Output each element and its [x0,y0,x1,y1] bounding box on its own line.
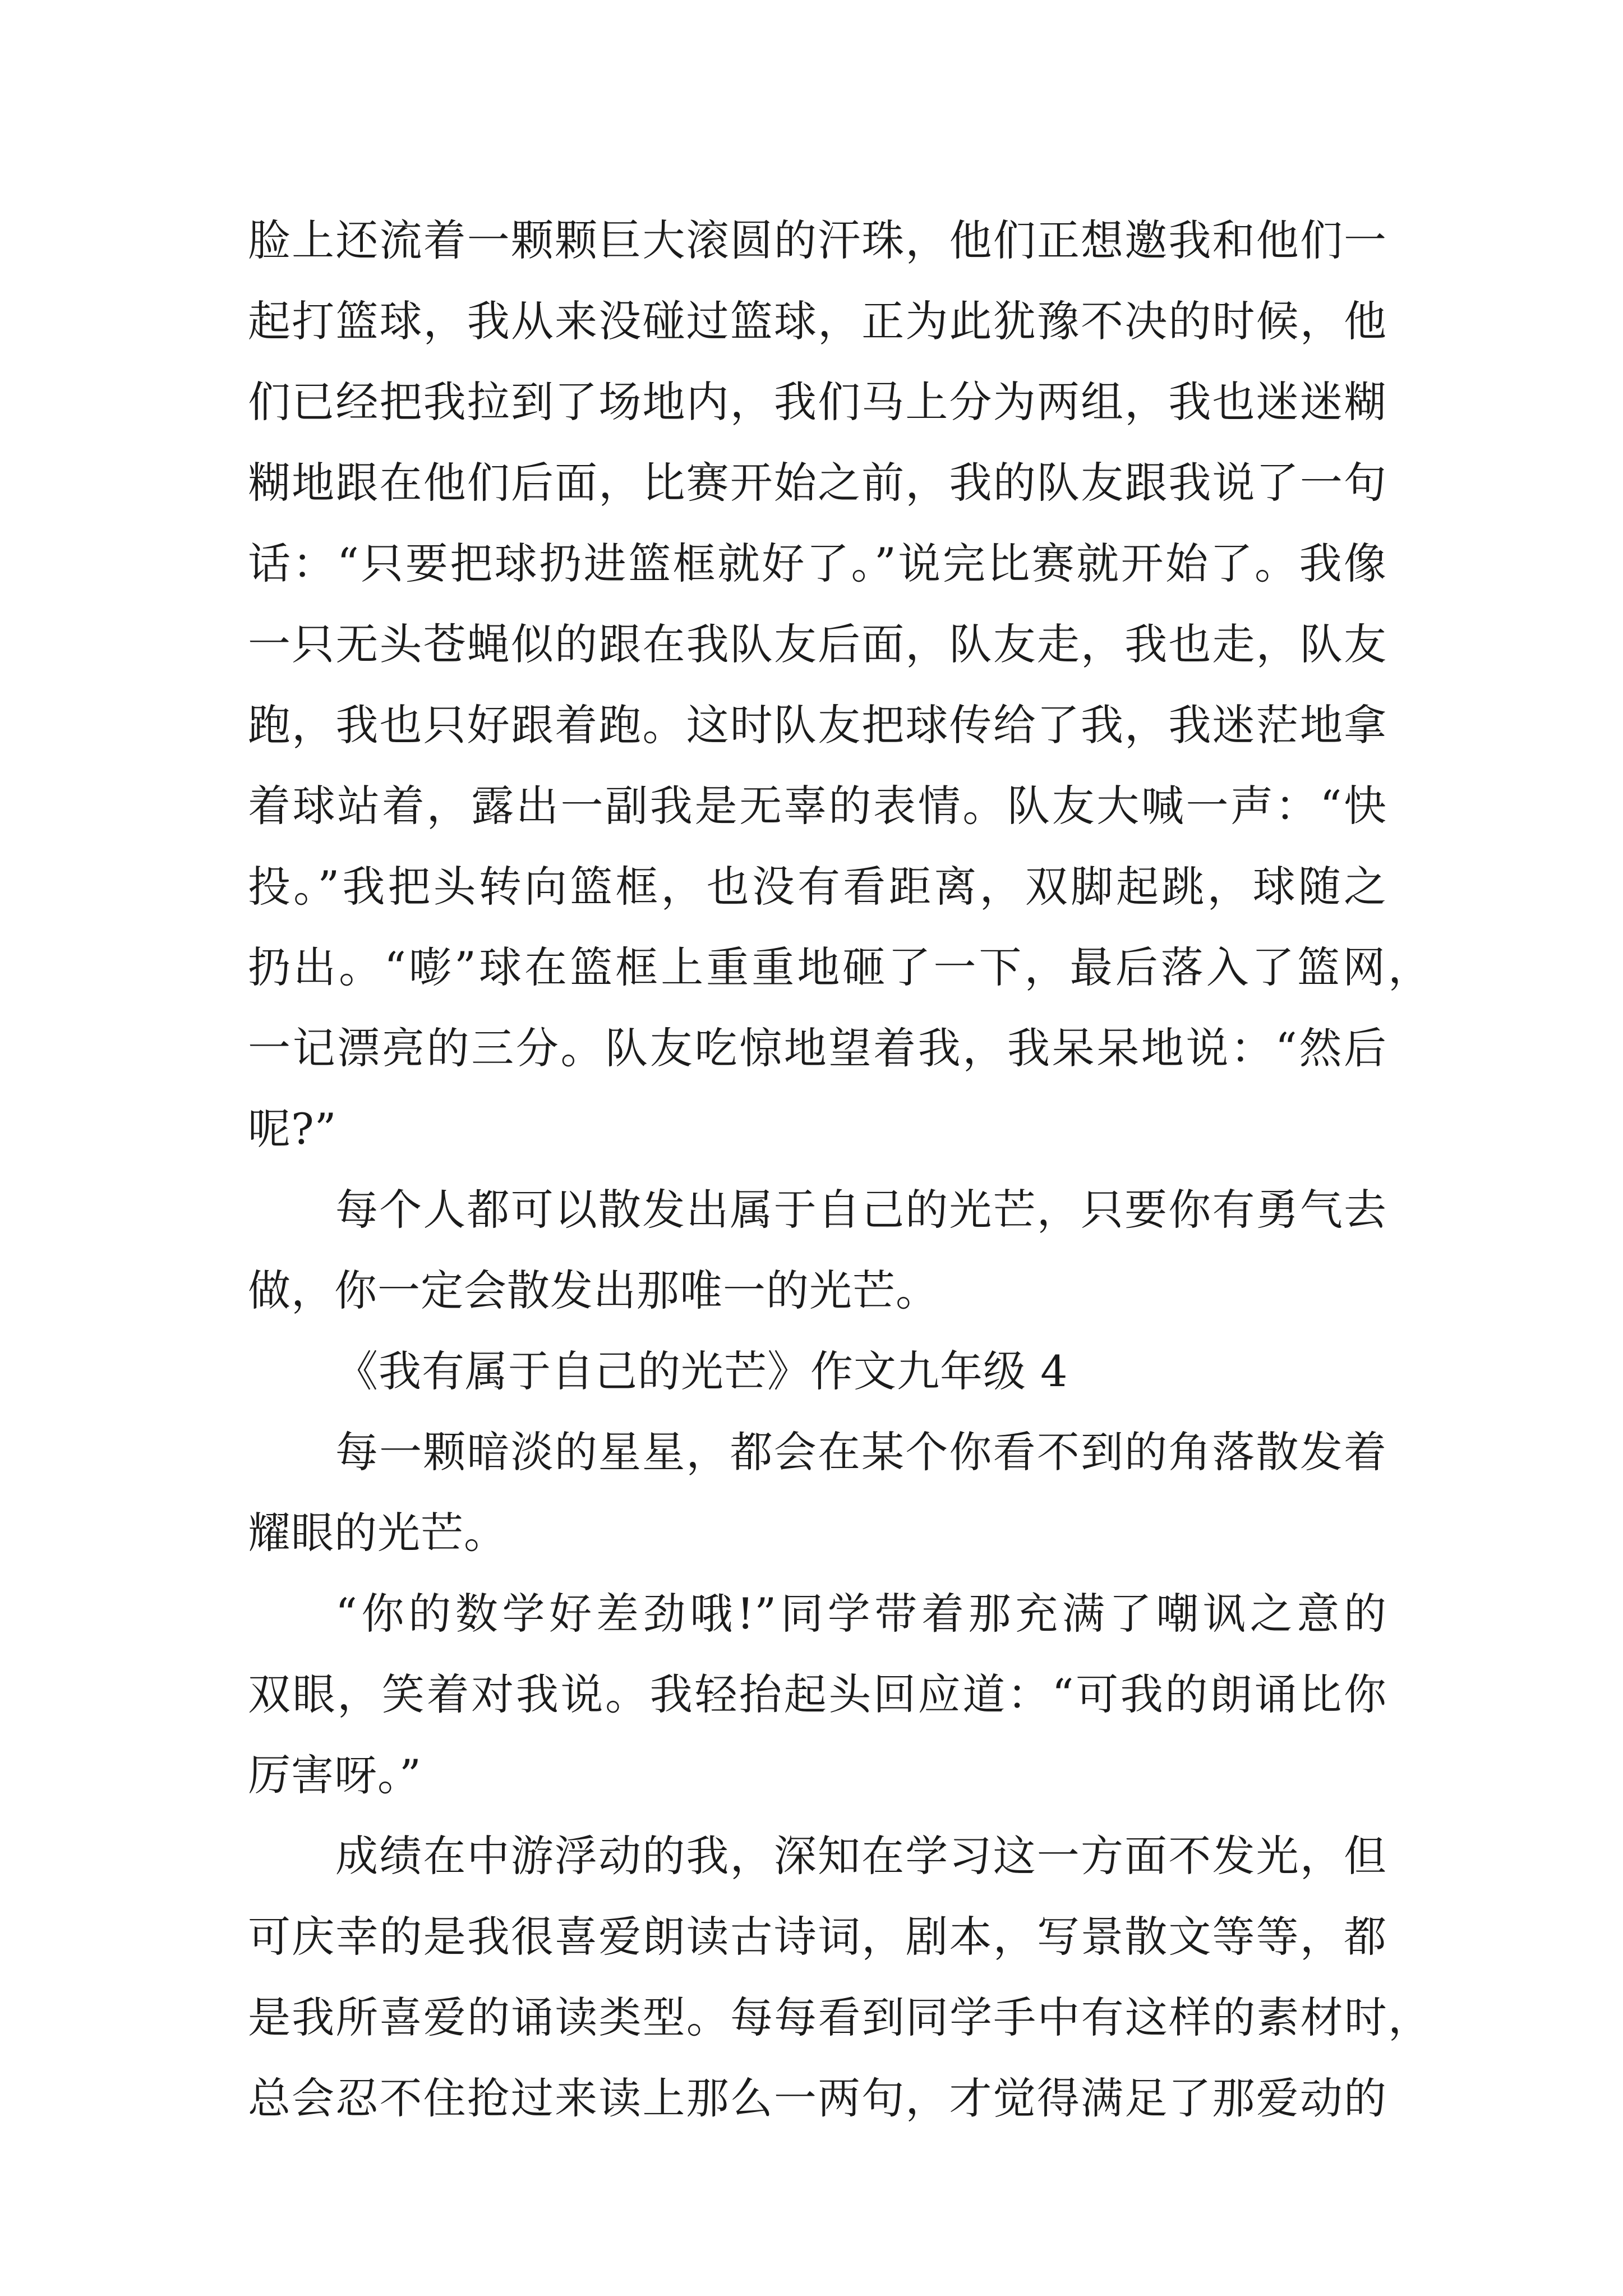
text-line: 可庆幸的是我很喜爱朗读古诗词，剧本，写景散文等等，都 [248,1912,1387,1962]
essay-title-line: 《我有属于自己的光芒》作文九年级 4 [335,1346,1068,1396]
paragraph [248,1573,1387,1816]
text-line: 厉害呀。” [248,1750,422,1800]
text-line: 呢?” [248,1104,337,1154]
essay-title [248,1331,1387,1412]
text-line: 一记漂亮的三分。队友吃惊地望着我，我呆呆地说：“然后 [248,1023,1387,1073]
text-line: 投。”我把头转向篮框，也没有看距离，双脚起跳，球随之 [248,862,1387,912]
text-line: 一只无头苍蝇似的跟在我队友后面，队友走，我也走，队友 [248,619,1387,669]
text-line: 着球站着，露出一副我是无辜的表情。队友大喊一声：“快 [248,781,1387,831]
text-line: 跑，我也只好跟着跑。这时队友把球传给了我，我迷茫地拿 [248,700,1387,750]
text-line: 脸上还流着一颗颗巨大滚圆的汗珠，他们正想邀我和他们一 [248,215,1387,265]
text-line: “你的数学好差劲哦!”同学带着那充满了嘲讽之意的 [335,1589,1387,1639]
text-line: 耀眼的光芒。 [248,1508,507,1558]
text-line: 每一颗暗淡的星星，都会在某个你看不到的角落散发着 [335,1427,1387,1477]
text-line: 双眼，笑着对我说。我轻抬起头回应道：“可我的朗诵比你 [248,1669,1387,1719]
paragraph [248,1816,1431,2139]
text-line: 总会忍不住抢过来读上那么一两句，才觉得满足了那爱动的 [248,2073,1387,2123]
text-line: 做，你一定会散发出那唯一的光芒。 [248,1266,939,1315]
text-line: 糊地跟在他们后面，比赛开始之前，我的队友跟我说了一句 [248,458,1387,508]
paragraph [248,1170,1387,1331]
text-line: 每个人都可以散发出属于自己的光芒，只要你有勇气去 [335,1185,1387,1235]
text-line: 是我所喜爱的诵读类型。每每看到同学手中有这样的素材时， [248,1993,1431,2042]
text-line: 起打篮球，我从来没碰过篮球，正为此犹豫不决的时候，他 [248,296,1387,346]
text-line: 成绩在中游浮动的我，深知在学习这一方面不发光，但 [335,1831,1387,1881]
text-line: 话：“只要把球扔进篮框就好了。”说完比赛就开始了。我像 [248,539,1387,588]
paragraph [248,1412,1387,1573]
paragraph-continuation [248,200,1431,1170]
document-body [248,200,1431,2139]
text-line: 扔出。“嘭”球在篮框上重重地砸了一下，最后落入了篮网， [248,942,1431,992]
text-line: 们已经把我拉到了场地内，我们马上分为两组，我也迷迷糊 [248,377,1387,427]
